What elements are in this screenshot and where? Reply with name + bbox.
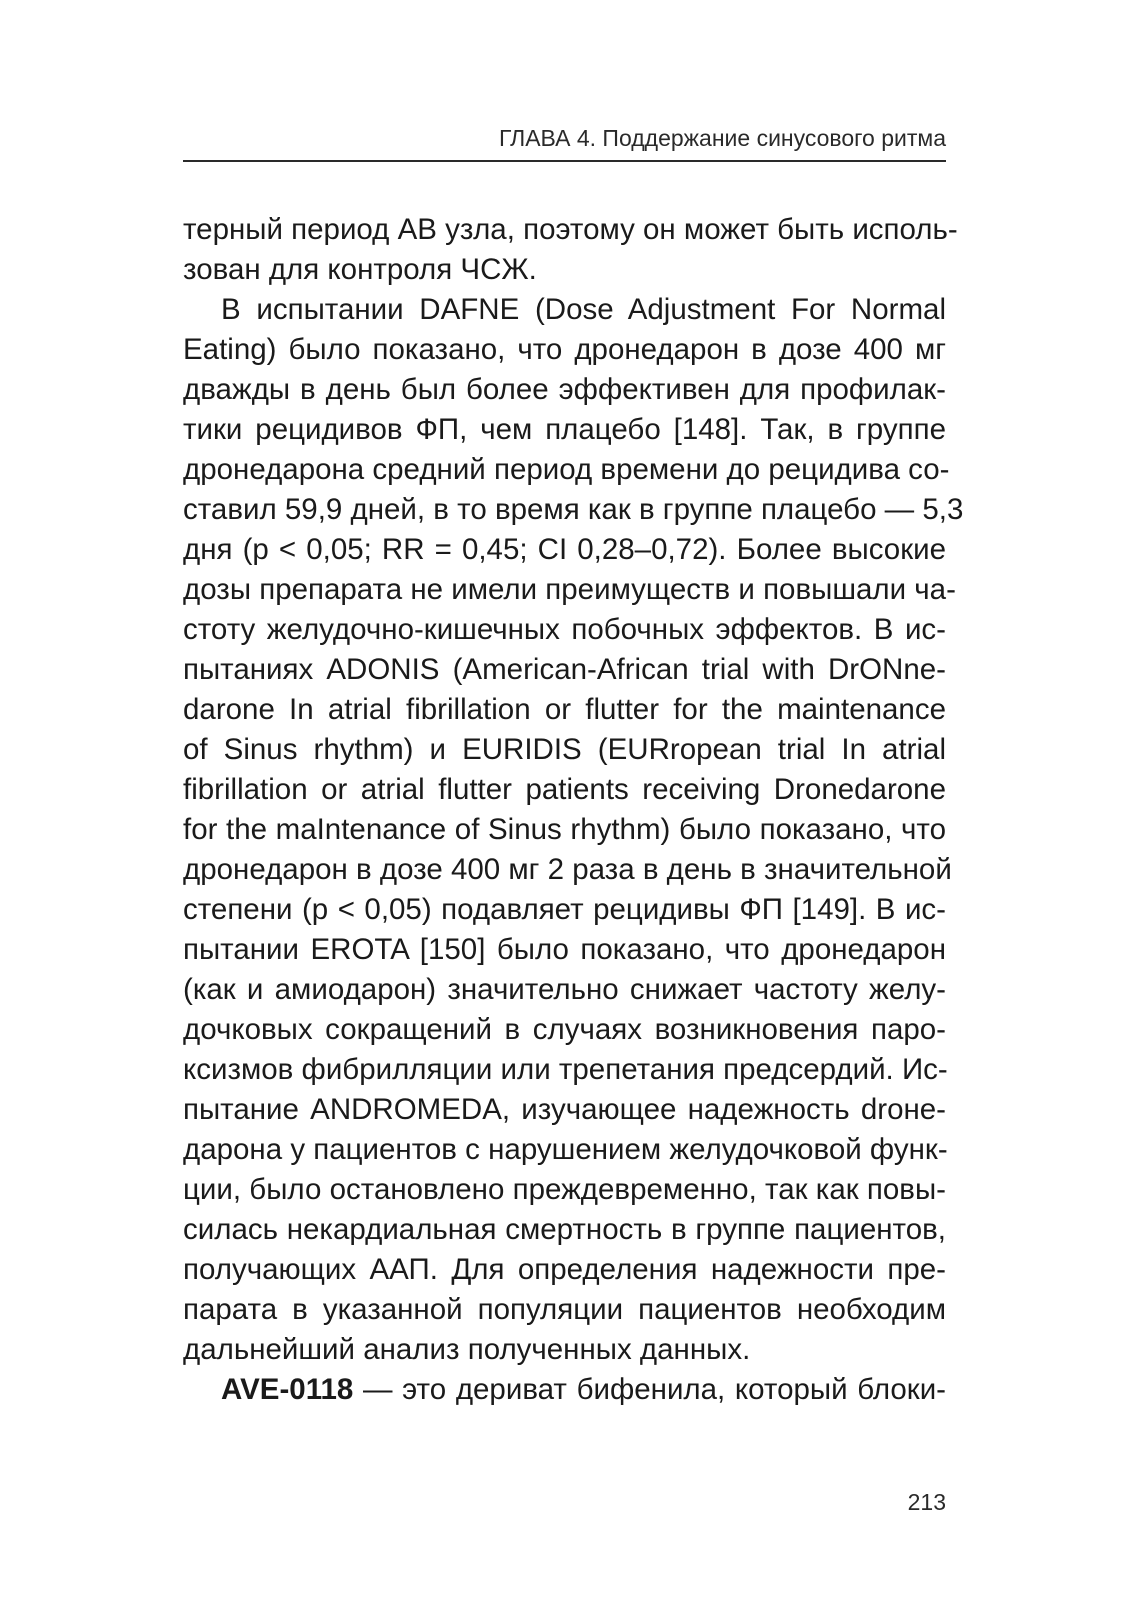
header-rule — [183, 160, 946, 162]
text-line: for the maIntenance of Sinus rhythm) было показано, что — [183, 813, 946, 846]
text-line: дальнейший анализ полученных данных. — [183, 1333, 751, 1366]
text-line: степени (p < 0,05) подавляет рецидивы ФП [149]. В ис- — [183, 893, 946, 926]
text-line: пытаниях ADONIS (American-African trial with DrONne- — [183, 653, 946, 686]
text-line: дня (p < 0,05; RR = 0,45; CI 0,28–0,72). Более высокие — [183, 533, 946, 566]
running-head: ГЛАВА 4. Поддержание синусового ритма — [498, 125, 946, 151]
term-definition: — это дериват бифенила, который блоки- — [353, 1373, 946, 1406]
text-line: ксизмов фибрилляции или трепетания предсердий. Ис- — [183, 1053, 948, 1086]
text-line: of Sinus rhythm) и EURIDIS (EURropean trial In atrial — [183, 733, 946, 766]
text-line: ции, было остановлено преждевременно, так как повы- — [183, 1173, 946, 1206]
term-heading: AVE-0118 — [221, 1373, 354, 1406]
text-line: дважды в день был более эффективен для профилак- — [183, 373, 946, 406]
text-line: зован для контроля ЧСЖ. — [183, 253, 537, 286]
text-line: дозы препарата не имели преимуществ и повышали ча- — [183, 573, 956, 606]
text-line: тики рецидивов ФП, чем плацебо [148]. Так, в группе — [183, 413, 946, 446]
text-line — [183, 1370, 946, 1410]
text-line: fibrillation or atrial flutter patients receiving Dronedarone — [183, 773, 946, 806]
text-line: пытании EROTA [150] было показано, что дронедарон — [183, 933, 946, 966]
text-line: (как и амиодарон) значительно снижает частоту желу- — [183, 973, 946, 1006]
text-line: Eating) было показано, что дронедарон в дозе 400 мг — [183, 333, 946, 366]
text-line: получающих ААП. Для определения надежности пре- — [183, 1253, 946, 1286]
text-line: дронедарона средний период времени до рецидива со- — [183, 453, 950, 486]
text-line: В испытании DAFNE (Dose Adjustment For Normal — [221, 293, 946, 326]
text-line: пытание ANDROMEDA, изучающее надежность droне- — [183, 1093, 946, 1126]
page-number: 213 — [907, 1489, 946, 1515]
text-line: дарона у пациентов с нарушением желудочковой функ- — [183, 1133, 948, 1166]
text-line: дочковых сокращений в случаях возникновения паро- — [183, 1013, 946, 1046]
text-line: дронедарон в дозе 400 мг 2 раза в день в значительной — [183, 853, 952, 886]
text-line: стоту желудочно-кишечных побочных эффектов. В ис- — [183, 613, 946, 646]
page-body — [183, 210, 964, 1410]
text-line: ставил 59,9 дней, в то время как в группе плацебо — 5,3 — [183, 493, 964, 526]
text-line: силась некардиальная смертность в группе пациентов, — [183, 1213, 946, 1246]
text-line: парата в указанной популяции пациентов необходим — [183, 1293, 946, 1326]
text-line: терный период АВ узла, поэтому он может быть исполь- — [183, 213, 958, 246]
text-line: darone In atrial fibrillation or flutter for the maintenance — [183, 693, 946, 726]
